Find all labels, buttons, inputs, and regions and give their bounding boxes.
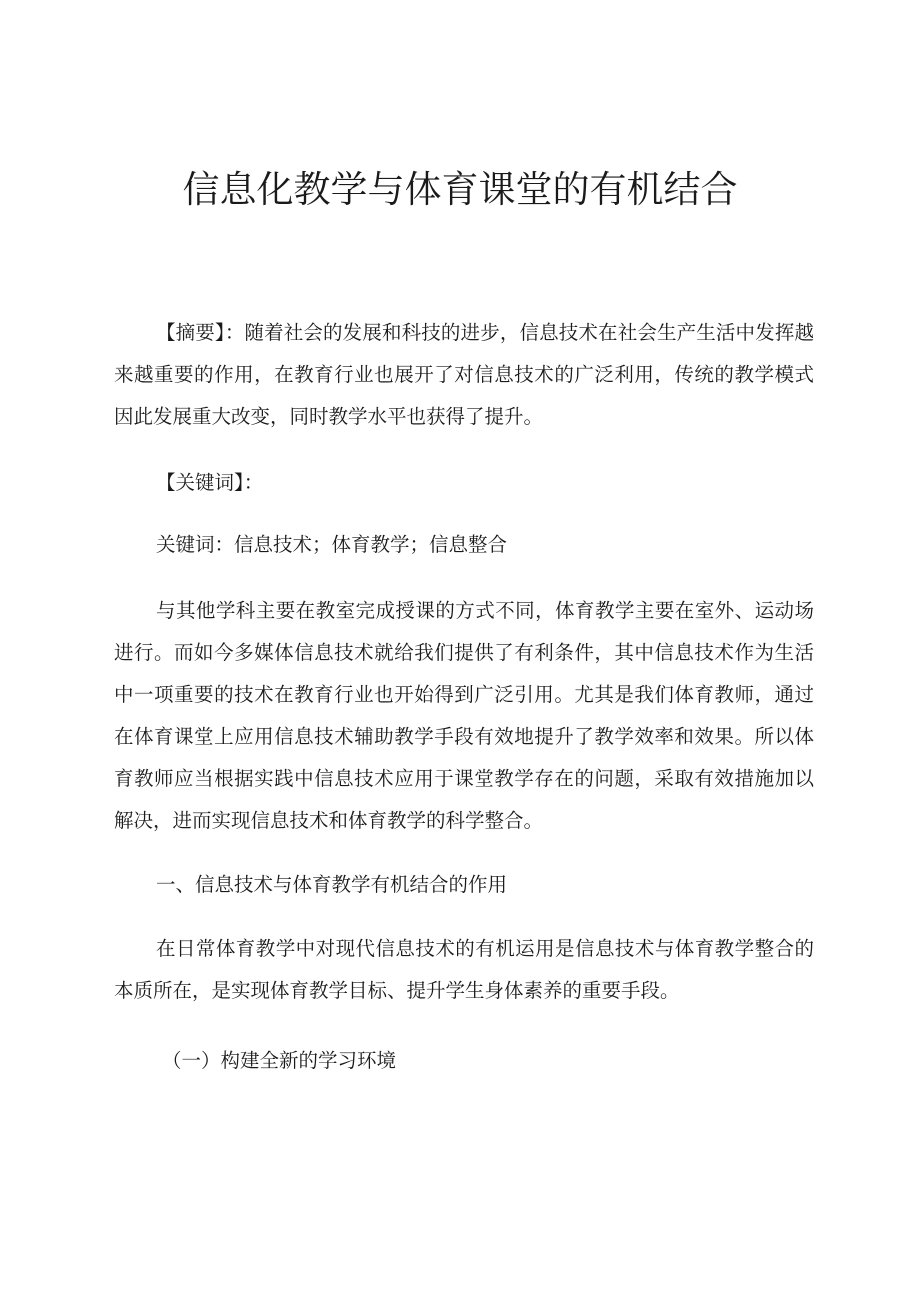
section-heading-1: 一、信息技术与体育教学有机结合的作用 bbox=[156, 873, 508, 896]
keywords-heading: 【关键词】： bbox=[156, 471, 264, 494]
abstract-paragraph: 【摘要】：随着社会的发展和科技的进步，信息技术在社会生产生活中发挥越来越重要的作用，在教育行业也展开了对信息技术的广泛利用，传统的教学模式因此发展重大改变，同时教学水平也获得了提升。 bbox=[114, 321, 814, 428]
body-paragraph-2: 在日常体育教学中对现代信息技术的有机运用是信息技术与体育教学整合的本质所在，是实现体育教学目标、提升学生身体素养的重要手段。 bbox=[114, 937, 814, 1002]
subsection-heading-1: （一）构建全新的学习环境 bbox=[162, 1049, 397, 1072]
keywords-line: 关键词：信息技术；体育教学；信息整合 bbox=[156, 533, 508, 556]
body-paragraph-1: 与其他学科主要在教室完成授课的方式不同，体育教学主要在室外、运动场进行。而如今多媒体信息技术就给我们提供了有利条件，其中信息技术作为生活中一项重要的技术在教育行业也开始得到广泛引用。尤其是我们体育教师，通过在体育课堂上应用信息技术辅助教学手段有效地提升了教学效率和效果。所以体育教师应当根据实践中信息技术应用于课堂教学存在的问题，采取有效措施加以解决，进而实现信息技术和体育教学的科学整合。 bbox=[114, 599, 814, 832]
document-title: 信息化教学与体育课堂的有机结合 bbox=[182, 168, 738, 211]
